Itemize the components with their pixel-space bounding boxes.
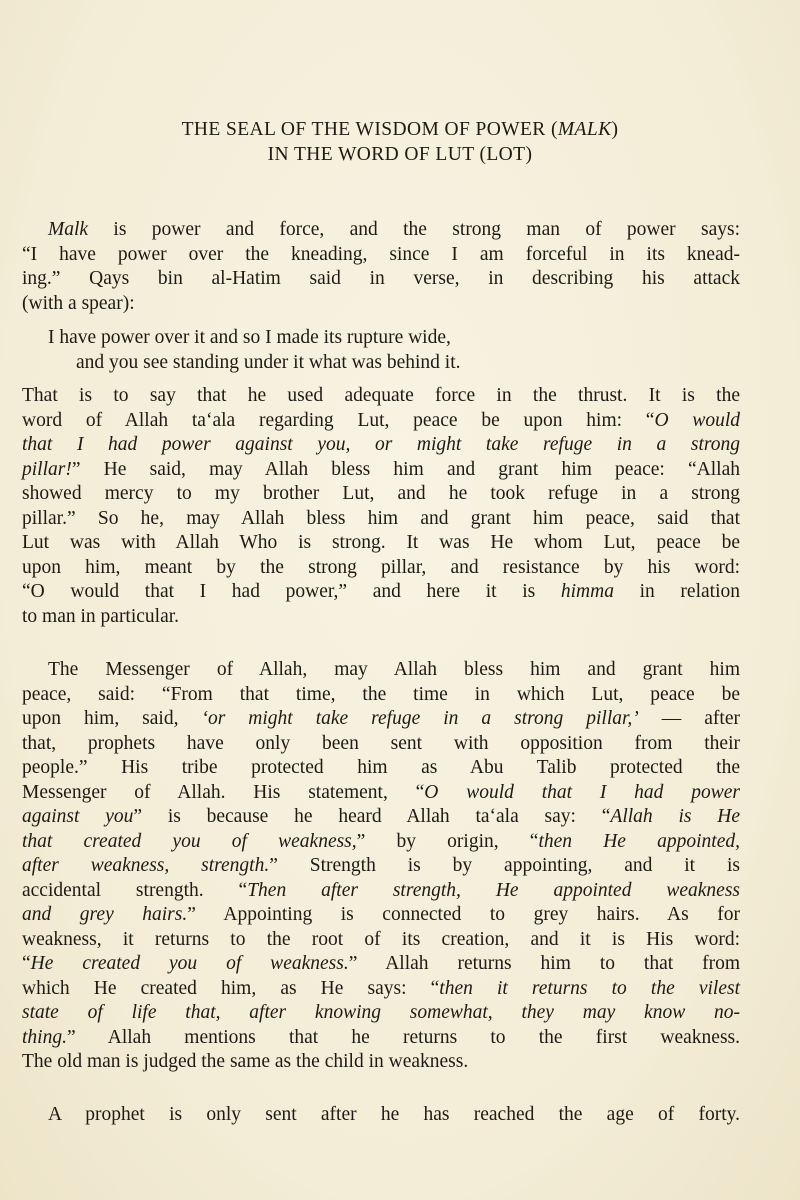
line-text: ” by origin, “	[356, 830, 539, 852]
text-line: that, prophets have only been sent with opposition from their	[22, 732, 740, 754]
text-line	[22, 879, 740, 904]
text-line: ing.” Qays bin al-Hatim said in verse, in describing his attack	[22, 268, 740, 289]
line-text: ” is because he heard Allah ta‘ala say: “	[133, 806, 611, 827]
chapter-title-line-1	[60, 118, 740, 142]
title-text-end: )	[611, 119, 619, 140]
italic-quote: pillar!	[22, 458, 72, 480]
text-line	[22, 218, 740, 243]
line-text: ” Strength is by appointing, and it is	[269, 855, 740, 876]
text-line	[22, 707, 740, 732]
paragraph-3	[22, 658, 740, 1075]
italic-term: Malk	[48, 219, 89, 240]
line-text: ” Appointing is connected to grey hairs. As for	[187, 904, 740, 925]
text-line: (with a spear):	[22, 292, 135, 314]
text-line: weakness, it returns to the root of its creation, and it is His word:	[22, 928, 740, 950]
text-line	[22, 830, 740, 855]
italic-quote: Allah is He	[610, 806, 740, 827]
line-text: — after	[638, 708, 740, 729]
line-text: upon him, said,	[22, 708, 202, 729]
line-text: in relation	[613, 581, 740, 602]
chapter-title-line-2: IN THE WORD OF LUT (LOT)	[267, 144, 533, 165]
text-line	[22, 1001, 740, 1026]
line-text: is power and force, and the strong man of power says:	[88, 219, 740, 240]
text-line	[22, 781, 740, 806]
line-text: word of Allah ta‘ala regarding Lut, peace be upon him: “	[22, 409, 655, 431]
paragraph-4	[22, 1103, 740, 1128]
italic-quote: and grey hairs.	[22, 904, 188, 925]
text-line: peace, said: “From that time, the time in which Lut, peace be	[22, 683, 740, 705]
italic-quote: that I had power against you, or might take refuge in a strong	[22, 434, 740, 455]
line-text: ” Allah returns him to that from	[348, 953, 740, 974]
italic-quote: after weakness, strength.	[22, 855, 270, 876]
text-line	[22, 805, 740, 830]
line-text: accidental strength. “	[22, 879, 248, 901]
italic-quote: that created you of weakness,	[22, 830, 357, 852]
italic-quote: against you	[22, 806, 134, 827]
text-line: upon him, meant by the strong pillar, and resistance by his word:	[22, 556, 740, 578]
italic-quote: ‘or might take refuge in a strong pillar,’	[201, 708, 639, 729]
text-line	[22, 409, 740, 434]
text-line	[22, 854, 740, 879]
text-line: That is to say that he used adequate force in the thrust. It is the	[22, 385, 740, 406]
italic-quote: then it returns to the vilest	[439, 977, 740, 999]
text-line	[22, 1026, 740, 1051]
text-line	[22, 433, 740, 458]
text-line: Lut was with Allah Who is strong. It was He whom Lut, peace be	[22, 532, 740, 553]
italic-quote: He created you of weakness.	[30, 953, 349, 974]
paragraph-2	[22, 384, 740, 629]
text-line: A prophet is only sent after he has reached the age of forty.	[48, 1104, 740, 1125]
title-italic-term: MALK	[557, 119, 612, 140]
text-line: to man in particular.	[22, 605, 180, 627]
text-line	[22, 903, 740, 928]
italic-term: himma	[560, 581, 614, 602]
line-text: which He created him, as He says: “	[22, 977, 440, 999]
italic-quote: O would	[654, 409, 740, 431]
text-line: pillar.” So he, may Allah bless him and grant him peace, said that	[22, 507, 740, 529]
text-line	[22, 580, 740, 605]
text-line	[22, 458, 740, 483]
text-line	[22, 977, 740, 1002]
title-text: THE SEAL OF THE WISDOM OF POWER (	[181, 119, 558, 140]
verse-line-2: and you see standing under it what was behind it.	[76, 352, 461, 373]
text-line: The Messenger of Allah, may Allah bless him and grant him	[48, 659, 740, 680]
text-line: The old man is judged the same as the child in weakness.	[22, 1051, 469, 1072]
italic-quote: O would that I had power	[424, 781, 740, 803]
text-line	[22, 952, 740, 977]
text-line: showed mercy to my brother Lut, and he took refuge in a strong	[22, 483, 740, 504]
line-text: “	[22, 953, 31, 974]
italic-quote: thing.	[22, 1026, 67, 1048]
italic-quote: state of life that, after knowing somewhat, they may know no-	[22, 1002, 740, 1023]
line-text: ” He said, may Allah bless him and grant him peace: “Allah	[71, 458, 740, 480]
italic-quote: then He appointed,	[538, 830, 741, 852]
verse-line-1: I have power over it and so I made its rupture wide,	[48, 327, 451, 348]
paragraph-1	[22, 218, 740, 316]
text-line: “I have power over the kneading, since I am forceful in its knead-	[22, 243, 740, 265]
text-line: people.” His tribe protected him as Abu Talib protected the	[22, 757, 740, 778]
line-text: Messenger of Allah. His statement, “	[22, 781, 425, 803]
italic-quote: Then after strength, He appointed weakness	[247, 879, 740, 901]
line-text: “O would that I had power,” and here it is	[22, 581, 561, 602]
line-text: ” Allah mentions that he returns to the first weakness.	[66, 1026, 740, 1048]
